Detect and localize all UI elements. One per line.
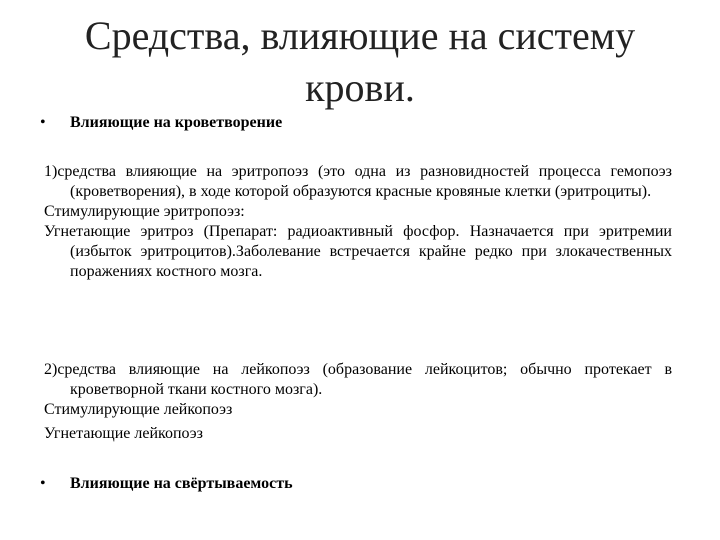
leukopoiesis-inhibiting: Угнетающие лейкопоэз <box>44 425 203 442</box>
slide-title-line-2: крови. <box>305 65 415 110</box>
slide-title <box>40 10 680 114</box>
bullet-coagulation <box>40 475 293 493</box>
leukopoiesis-block <box>44 360 672 444</box>
erythropoiesis-block <box>44 162 672 282</box>
heading-coagulation: Влияющие на свёртываемость <box>70 475 293 492</box>
bullet-hematopoiesis <box>40 114 282 132</box>
slide-title-line-1: Средства, влияющие на систему <box>84 13 636 58</box>
erythropoiesis-stimulating: Стимулирующие эритропоэз: <box>44 203 245 220</box>
bullet-icon: • <box>40 475 46 492</box>
leukopoiesis-paragraph: 2)средства влияющие на лейкопоэз (образование лейкоцитов; обычно протекает в кроветворной ткани костного мозга). <box>44 361 672 398</box>
heading-hematopoiesis: Влияющие на кроветворение <box>70 114 283 131</box>
erythropoiesis-inhibiting-paragraph: Угнетающие эритроз (Препарат: радиоактивный фосфор. Назначается при эритремии (избыток эритроцитов).Заболевание встречается крайне редко при злокачественных поражениях костного мозга. <box>44 223 672 280</box>
bullet-icon: • <box>40 114 46 131</box>
erythropoiesis-paragraph: 1)средства влияющие на эритропоэз (это одна из разновидностей процесса гемопоэз (кроветворения), в ходе которой образуются красные кровяные клетки (эритроциты). <box>44 163 672 200</box>
leukopoiesis-stimulating: Стимулирующие лейкопоэз <box>44 401 233 418</box>
